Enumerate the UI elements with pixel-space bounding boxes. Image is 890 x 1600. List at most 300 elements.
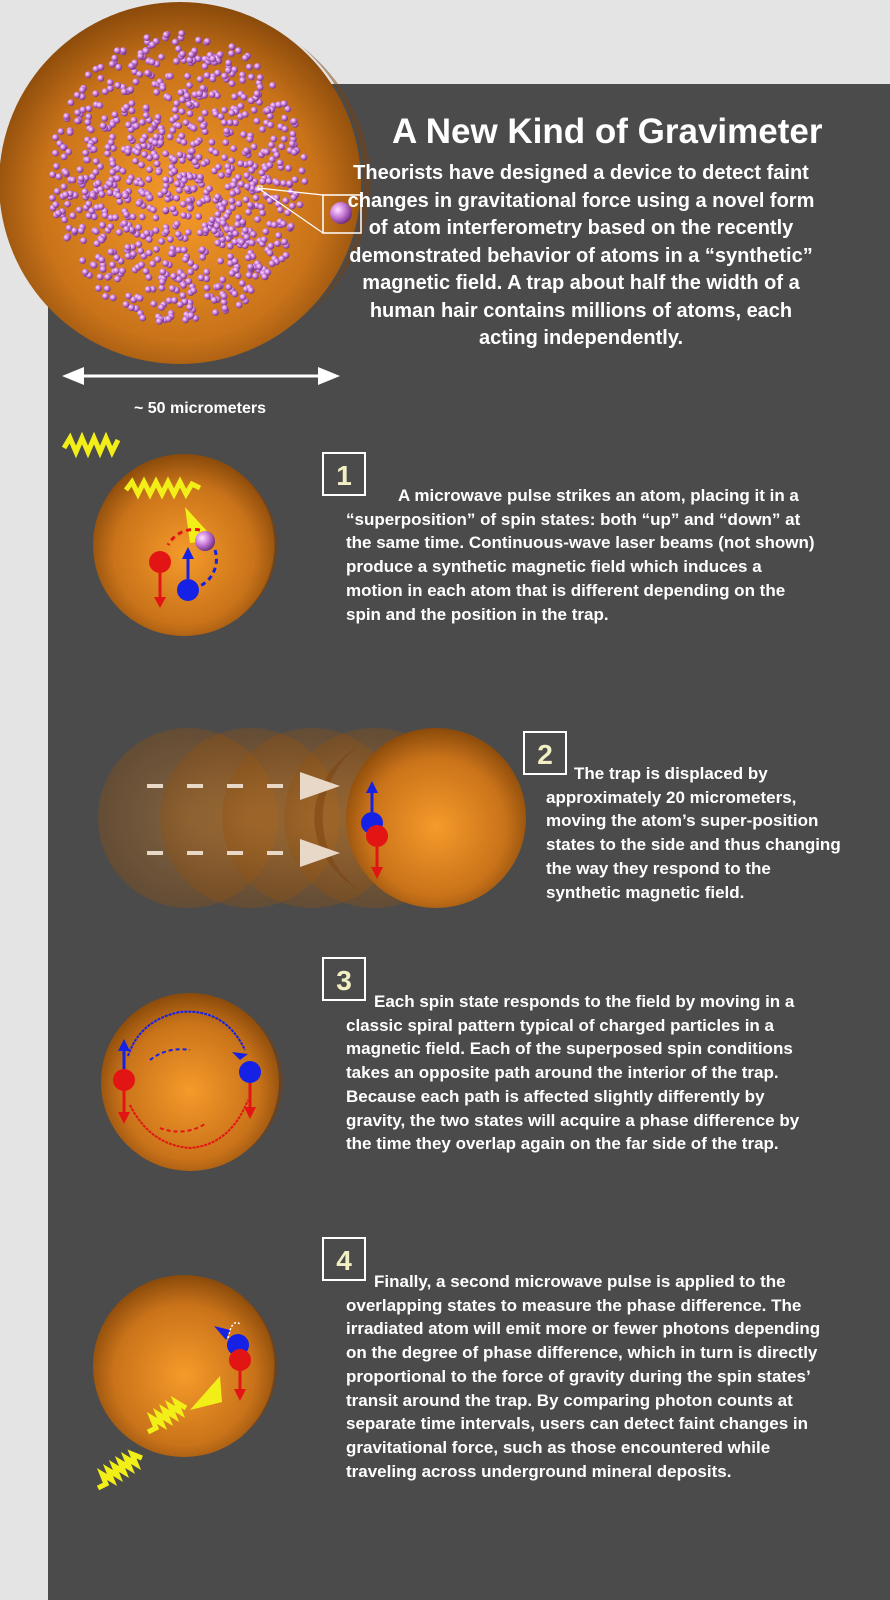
atom-dot — [84, 157, 91, 164]
atom-dot — [136, 71, 143, 78]
atom-dot — [214, 223, 221, 230]
atom-dot — [156, 318, 163, 325]
atom-dot — [80, 237, 87, 244]
atom-dot — [179, 51, 186, 58]
atom-dot — [254, 63, 261, 70]
atom-dot — [121, 88, 128, 95]
atom-dot — [143, 112, 150, 119]
atom-dot — [168, 250, 175, 257]
atom-dot — [289, 141, 296, 148]
atom-dot — [53, 163, 60, 170]
atom-dot — [74, 118, 81, 125]
atom-dot — [254, 90, 261, 97]
atom-dot — [286, 180, 293, 187]
atom-dot — [248, 97, 255, 104]
atom-dot — [250, 231, 257, 238]
atom-dot — [270, 136, 277, 143]
atom-dot — [61, 153, 68, 160]
atom-dot — [211, 297, 218, 304]
atom-dot — [257, 84, 264, 91]
atom-dot — [197, 174, 204, 181]
atom-dot — [67, 129, 74, 136]
atom-dot — [288, 223, 295, 230]
atom-dot — [162, 207, 169, 214]
atom-dot — [113, 254, 120, 261]
atom-dot — [173, 195, 180, 202]
atom-dot — [141, 151, 148, 158]
atom-dot — [289, 203, 296, 210]
atom-dot — [63, 235, 70, 242]
atom-dot — [242, 227, 249, 234]
atom-dot — [278, 143, 285, 150]
atom-dot — [162, 260, 169, 267]
atom-dot — [246, 64, 253, 71]
atom-dot — [161, 188, 168, 195]
atom-dot — [62, 191, 69, 198]
atom-dot — [240, 294, 247, 301]
atom-dot — [115, 64, 122, 71]
atom-dot — [235, 47, 242, 54]
atom-dot — [180, 212, 187, 219]
atom-dot — [278, 256, 285, 263]
atom-dot — [138, 162, 145, 169]
atom-dot — [259, 210, 266, 217]
atom-dot — [89, 192, 96, 199]
atom-dot — [134, 149, 141, 156]
atom-dot — [123, 211, 130, 218]
atom-dot — [135, 224, 142, 231]
atom-dot — [273, 152, 280, 159]
atom-dot — [110, 161, 117, 168]
atom-dot — [128, 63, 135, 70]
atom-dot — [227, 243, 234, 250]
atom-dot — [85, 201, 92, 208]
atom-dot — [143, 48, 150, 55]
page-title: A New Kind of Gravimeter — [392, 112, 823, 151]
atom-dot — [155, 169, 162, 176]
atom-dot — [188, 51, 195, 58]
atom-dot — [82, 150, 89, 157]
atom-dot — [137, 53, 144, 60]
atom-dot — [198, 116, 205, 123]
atom-dot — [245, 209, 252, 216]
scale-arrow — [62, 367, 340, 385]
atom-dot — [277, 207, 284, 214]
atom-dot — [79, 257, 86, 264]
atom-dot — [95, 180, 102, 187]
atom-dot — [177, 301, 184, 308]
atom-dot — [78, 227, 85, 234]
atom-dot — [127, 135, 134, 142]
atom-dot — [146, 236, 153, 243]
atom-dot — [172, 107, 179, 114]
atom-dot — [204, 72, 211, 79]
atom-dot — [274, 240, 281, 247]
atom-dot — [180, 292, 187, 299]
atom-dot — [229, 80, 236, 87]
atom-dot — [214, 193, 221, 200]
atom-dot — [162, 150, 169, 157]
atom-dot — [269, 82, 276, 89]
atom-dot — [135, 200, 142, 207]
atom-dot — [171, 168, 178, 175]
atom-dot — [61, 217, 68, 224]
atom-dot — [107, 223, 114, 230]
atom-dot — [192, 159, 199, 166]
atom-dot — [183, 119, 190, 126]
atom-dot — [130, 251, 137, 258]
atom-dot — [200, 123, 207, 130]
atom-dot — [184, 73, 191, 80]
atom-dot — [114, 47, 121, 54]
atom-dot — [97, 75, 104, 82]
atom-dot — [69, 177, 76, 184]
atom-dot — [155, 114, 162, 121]
atom-dot — [139, 137, 146, 144]
atom-dot — [259, 126, 266, 133]
atom-dot — [153, 154, 160, 161]
atom-dot — [235, 214, 242, 221]
atom-dot — [246, 136, 253, 143]
atom-dot — [277, 159, 284, 166]
atom-dot — [229, 204, 236, 211]
intro-paragraph: Theorists have designed a device to detect faint changes in gravitational force using a novel form of atom interferometry based on the recently demonstrated behavior of atoms in a “synthetic” magnetic field. A trap about half the width of a human hair contains millions of atoms, each acting independently. — [347, 162, 815, 349]
atom-dot — [97, 163, 104, 170]
atom-dot — [239, 280, 246, 287]
atom-dot — [209, 91, 216, 98]
atom-dot — [127, 86, 134, 93]
atom-dot — [254, 118, 261, 125]
atom-dot — [190, 186, 197, 193]
atom-dot — [247, 160, 254, 167]
step-2-diagram — [98, 728, 526, 908]
atom-dot — [173, 100, 180, 107]
atom-dot — [107, 79, 114, 86]
atom-dot — [159, 85, 166, 92]
atom-dot — [228, 157, 235, 164]
atom-dot — [139, 315, 146, 322]
scale-label: ~ 50 micrometers — [133, 400, 267, 417]
atom-dot — [235, 174, 242, 181]
atom-dot — [74, 92, 81, 99]
atom-dot — [180, 273, 187, 280]
atom-dot — [261, 236, 268, 243]
atom-dot — [285, 165, 292, 172]
atom-dot — [198, 274, 205, 281]
atom-dot — [158, 238, 165, 245]
atom-dot — [143, 268, 150, 275]
atom-dot — [243, 172, 250, 179]
atom-dot — [266, 178, 273, 185]
atom-dot — [209, 76, 216, 83]
atom-dot — [105, 144, 112, 151]
atom-dot — [174, 180, 181, 187]
atom-dot — [232, 230, 239, 237]
atom-dot — [282, 197, 289, 204]
atom-dot — [159, 128, 166, 135]
atom-dot — [102, 88, 109, 95]
atom-dot — [98, 256, 105, 263]
atom-dot — [195, 37, 202, 44]
atom-dot — [238, 239, 245, 246]
atom-dot — [228, 50, 235, 57]
atom-dot — [80, 107, 87, 114]
atom-dot — [244, 183, 251, 190]
atom-dot — [215, 283, 222, 290]
atom-dot — [249, 240, 256, 247]
atom-dot — [274, 180, 281, 187]
atom-dot — [60, 144, 67, 151]
atom-dot — [214, 240, 221, 247]
atom-dot — [84, 119, 91, 126]
atom-dot — [202, 110, 209, 117]
atom-dot — [88, 126, 95, 133]
atom-dot — [120, 47, 127, 54]
atom-dot — [223, 127, 230, 134]
atom-dot — [228, 198, 235, 205]
atom-dot — [114, 82, 121, 89]
atom-dot — [145, 286, 152, 293]
atom-dot — [231, 93, 238, 100]
atom-dot — [230, 182, 237, 189]
atom-dot — [82, 269, 89, 276]
atom-dot — [243, 196, 250, 203]
atom-dot — [228, 43, 235, 50]
atom-dot — [253, 195, 260, 202]
atom-dot — [158, 285, 165, 292]
atom-dot — [187, 174, 194, 181]
atom-dot — [222, 139, 229, 146]
atom-dot — [92, 90, 99, 97]
atom-dot — [77, 166, 84, 173]
atom-dot — [146, 166, 153, 173]
atom-dot — [170, 273, 177, 280]
atom-dot — [229, 190, 236, 197]
atom-dot — [132, 158, 139, 165]
atom-dot — [147, 194, 154, 201]
atom-dot — [143, 104, 150, 111]
atom-dot — [220, 220, 227, 227]
atom-dot — [104, 285, 111, 292]
atom-dot — [281, 136, 288, 143]
atom-dot — [130, 213, 137, 220]
atom-dot — [209, 216, 216, 223]
atom-dot — [184, 186, 191, 193]
atom-dot — [76, 206, 83, 213]
atom-dot — [107, 189, 114, 196]
atom-dot — [247, 202, 254, 209]
atom-dot — [52, 201, 59, 208]
atom-dot — [292, 176, 299, 183]
atom-dot — [131, 117, 138, 124]
atom-dot — [221, 73, 228, 80]
atom-dot — [282, 126, 289, 133]
atom-dot — [246, 272, 253, 279]
atom-dot — [181, 247, 188, 254]
atom-dot — [182, 256, 189, 263]
atom-dot — [112, 214, 119, 221]
atom-dot — [171, 156, 178, 163]
atom-dot — [275, 232, 282, 239]
atom-dot — [176, 187, 183, 194]
atom-dot — [101, 115, 108, 122]
atom-dot — [186, 304, 193, 311]
atom-dot — [222, 305, 229, 312]
atom-dot — [217, 258, 224, 265]
atom-dot — [144, 34, 151, 41]
atom-dot — [169, 285, 176, 292]
atom-dot — [237, 103, 244, 110]
atom-dot — [108, 249, 115, 256]
atom-dot — [49, 195, 56, 202]
atom-dot — [227, 119, 234, 126]
atom-dot — [301, 178, 308, 185]
atom-dot — [126, 178, 133, 185]
atom-dot — [267, 250, 274, 257]
atom-dot — [236, 200, 243, 207]
atom-dot — [163, 228, 170, 235]
atom-dot — [256, 263, 263, 270]
atom-dot — [49, 171, 56, 178]
atom-dot — [204, 38, 211, 45]
atom-dot — [225, 60, 232, 67]
atom-dot — [153, 89, 160, 96]
atom-dot — [119, 268, 126, 275]
atom-dot — [135, 241, 142, 248]
atom-dot — [159, 279, 166, 286]
atom-dot — [177, 89, 184, 96]
atom-dot — [258, 204, 265, 211]
atom-dot — [99, 222, 106, 229]
atom-dot — [138, 261, 145, 268]
atom-dot — [152, 215, 159, 222]
atom-dot — [114, 175, 121, 182]
atom-dot — [215, 164, 222, 171]
atom-dot — [167, 73, 174, 80]
atom-dot — [264, 107, 271, 114]
atom-dot — [251, 143, 258, 150]
atom-dot — [71, 227, 78, 234]
atom-dot — [93, 158, 100, 165]
atom-dot — [165, 316, 172, 323]
atom-dot — [219, 206, 226, 213]
atom-dot — [200, 160, 207, 167]
atom-dot — [242, 55, 249, 62]
atom-dot — [247, 264, 254, 271]
atom-dot — [121, 220, 128, 227]
atom-dot — [96, 102, 103, 109]
atom-dot — [147, 126, 154, 133]
atom-dot — [61, 183, 68, 190]
atom-dot — [92, 169, 99, 176]
atom-dot — [290, 131, 297, 138]
atom-dot — [225, 169, 232, 176]
atom-dot — [146, 274, 153, 281]
atom-dot — [100, 266, 107, 273]
atom-dot — [225, 284, 232, 291]
large-trap-sphere — [0, 2, 371, 364]
atom-dot — [52, 134, 59, 141]
atom-dot — [98, 203, 105, 210]
atom-dot — [218, 113, 225, 120]
atom-dot — [251, 107, 258, 114]
atom-dot — [55, 210, 62, 217]
atom-dot — [225, 67, 232, 74]
atom-dot — [102, 293, 109, 300]
atom-dot — [104, 150, 111, 157]
atom-dot — [173, 58, 180, 65]
atom-dot — [185, 278, 192, 285]
atom-dot — [269, 260, 276, 267]
atom-dot — [79, 87, 86, 94]
atom-dot — [65, 149, 72, 156]
atom-dot — [259, 178, 266, 185]
atom-dot — [230, 145, 237, 152]
atom-dot — [262, 228, 269, 235]
atom-dot — [200, 85, 207, 92]
atom-dot — [162, 176, 169, 183]
atom-dot — [125, 148, 132, 155]
atom-dot — [171, 297, 178, 304]
atom-dot — [150, 207, 157, 214]
atom-dot — [263, 149, 270, 156]
atom-dot — [137, 248, 144, 255]
atom-dot — [301, 154, 308, 161]
atom-dot — [221, 154, 228, 161]
atom-dot — [238, 181, 245, 188]
atom-dot — [178, 133, 185, 140]
atom-dot — [206, 185, 213, 192]
atom-dot — [187, 110, 194, 117]
step-2-text: The trap is displaced by approximately 20 micrometers, moving the atom’s super-position states to the side and thus changing the way they respond to the synthetic magnetic field. — [546, 764, 841, 902]
atom-dot — [187, 269, 194, 276]
atom-dot — [158, 54, 165, 61]
step-3-number: 3 — [322, 957, 366, 1001]
atom-dot — [199, 254, 206, 261]
atom-dot — [175, 122, 182, 129]
atom-dot — [86, 105, 93, 112]
atom-dot — [229, 270, 236, 277]
atom-dot — [178, 108, 185, 115]
atom-dot — [181, 177, 188, 184]
atom-dot — [204, 196, 211, 203]
atom-dot — [237, 160, 244, 167]
atom-dot — [197, 229, 204, 236]
atom-dot — [281, 115, 288, 122]
atom-dot — [267, 122, 274, 129]
atom-dot — [139, 119, 146, 126]
step-4-text: Finally, a second microwave pulse is applied to the overlapping states to measure the phase difference. The irradiated atom will emit more or fewer photons depending on the degree of phase difference, which in turn is directly proportional to the force of gravity during the spin states’ transit around the trap. By comparing photon counts at separate time intervals, users can detect faint changes in gravitational force, such as those encountered while traveling across underground mineral deposits. — [346, 1272, 821, 1481]
atom-dot — [243, 147, 250, 154]
atom-dot — [139, 214, 146, 221]
atom-dot — [248, 167, 255, 174]
atom-dot — [94, 240, 101, 247]
atom-dot — [163, 31, 170, 38]
atom-dot — [107, 181, 114, 188]
atom-dot — [146, 250, 153, 257]
step-4-number: 4 — [322, 1237, 366, 1281]
atom-dot — [186, 82, 193, 89]
atom-dot — [109, 61, 116, 68]
atom-dot — [180, 201, 187, 208]
atom-dot — [153, 246, 160, 253]
atom-dot — [157, 139, 164, 146]
atom-dot — [116, 229, 123, 236]
atom-dot — [109, 169, 116, 176]
atom-dot — [240, 131, 247, 138]
atom-dot — [132, 78, 139, 85]
atom-dot — [221, 299, 228, 306]
